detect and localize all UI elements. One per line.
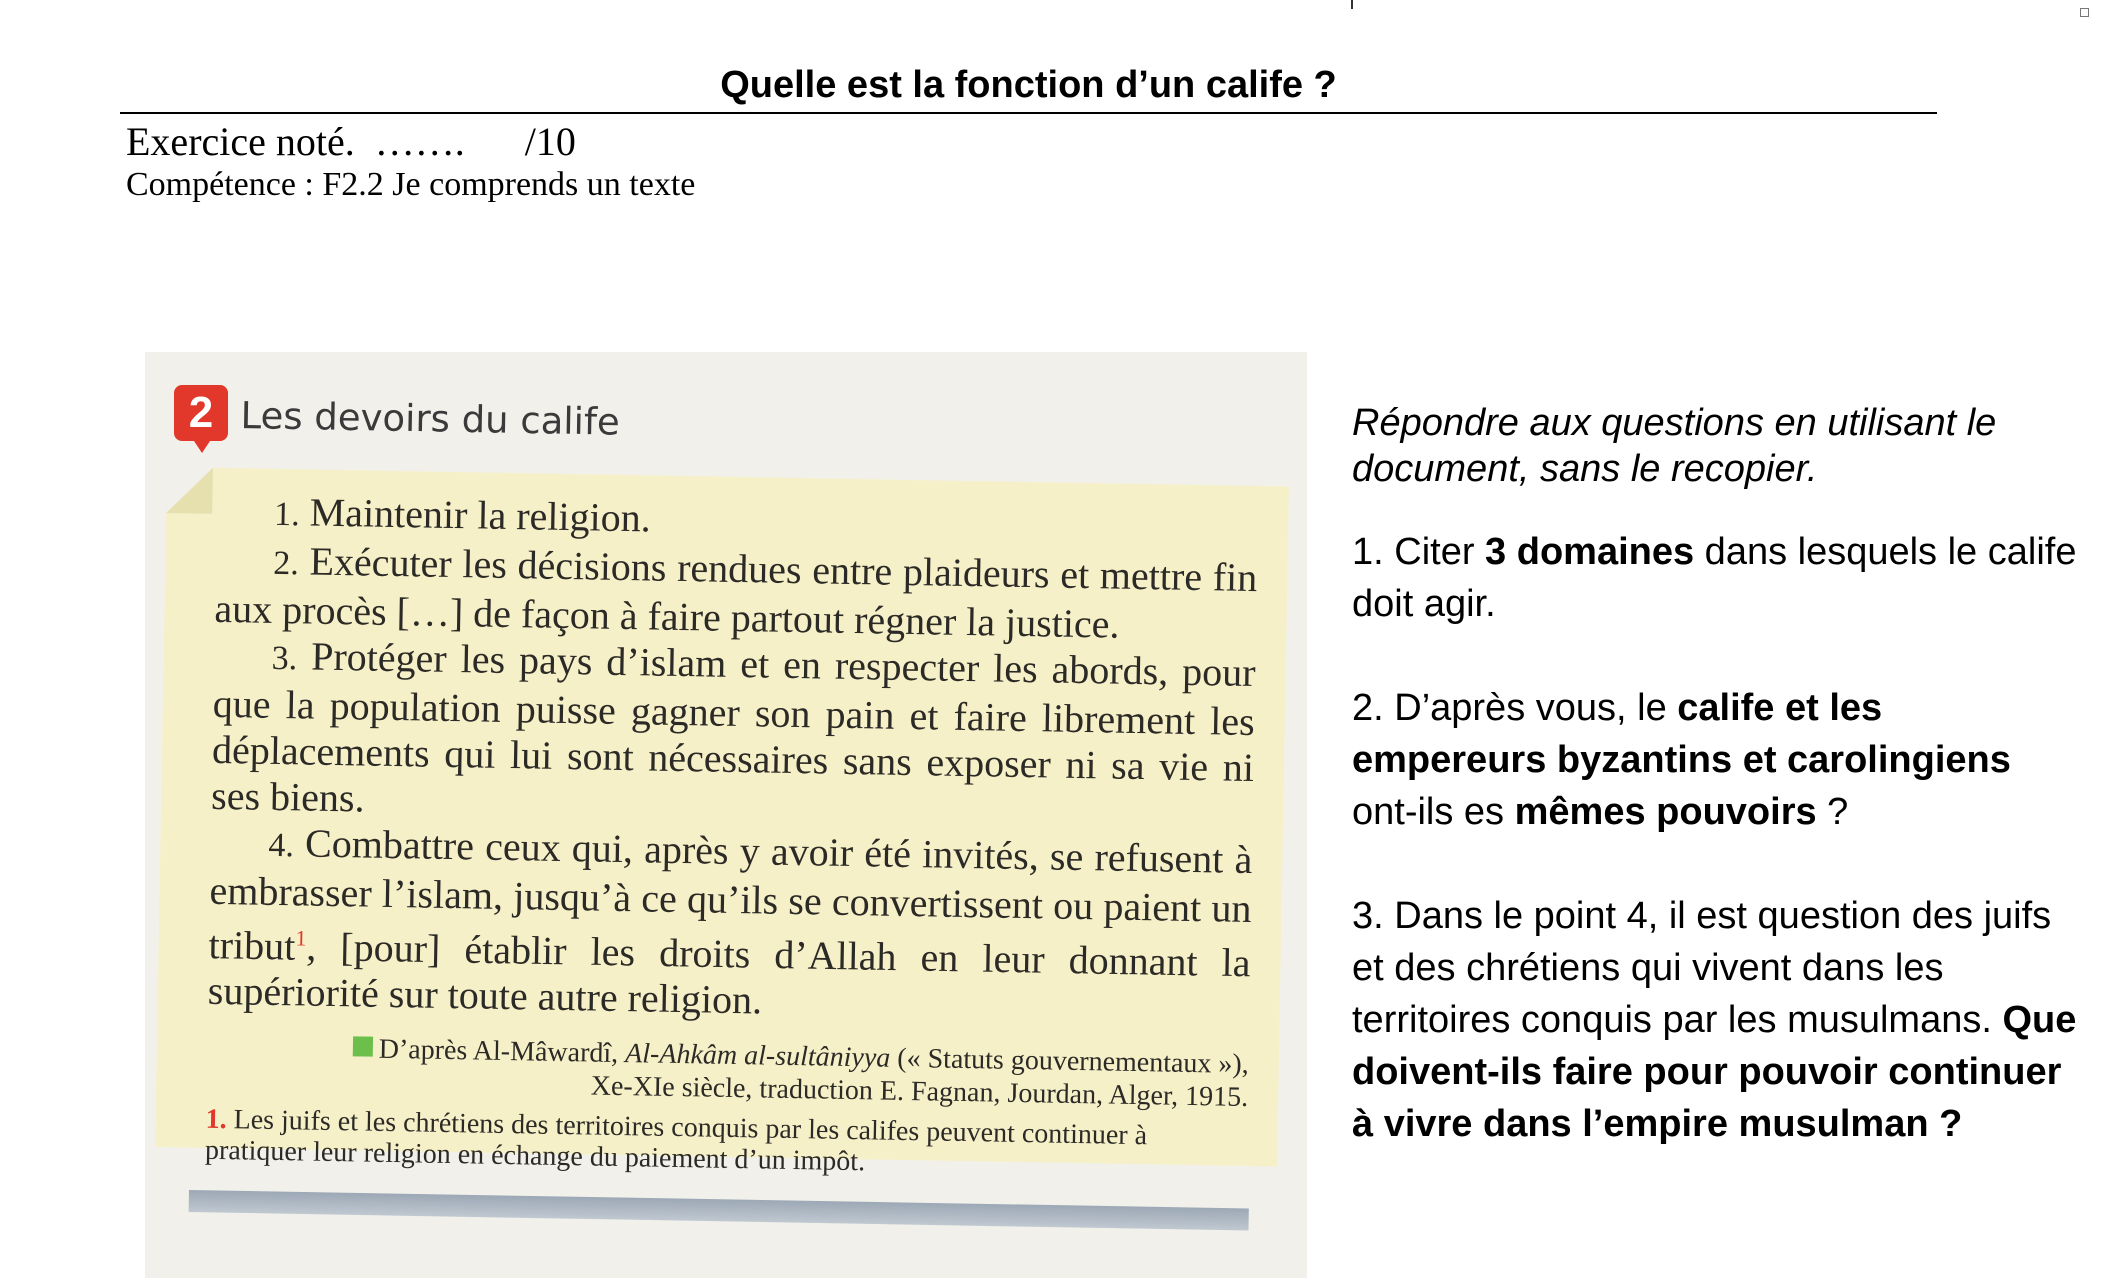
competence-line: Compétence : F2.2 Je comprends un texte <box>126 166 696 203</box>
corner-checkbox[interactable] <box>2080 8 2089 17</box>
duty-item-3: 3. Protéger les pays d’islam et en respecter les abords, pour que la population puisse gagner son pain et faire librement les déplacements qui lui sont nécessaires sans exposer ni sa vie ni ses biens. <box>210 633 1256 821</box>
questions-panel <box>1352 400 2082 1150</box>
document-text-card <box>155 467 1289 1178</box>
duty-item-2: 2. Exécuter les décisions rendues entre plaideurs et mettre fin aux procès […] de façon à faire partout régner la justice. <box>214 538 1258 647</box>
paper-fold-corner <box>166 467 213 514</box>
document-source: D’après Al-Mâwardî, Al-Ahkâm al-sultâniyya (« Statuts gouvernementaux »), Xe-XIe siècle, traduction E. Fagnan, Jourdan, Alger, 1915. <box>206 1030 1249 1114</box>
page-title: Quelle est la fonction d’un calife ? <box>720 64 1337 106</box>
page-shadow-strip <box>189 1190 1249 1230</box>
document-title: Les devoirs du calife <box>240 394 621 444</box>
exercise-grade-line: Exercice noté. ……. /10 <box>126 119 576 164</box>
source-date-line: Xe-XIe siècle, traduction E. Fagnan, Jourdan, Alger, 1915. <box>590 1070 1249 1114</box>
title-underline <box>120 112 1937 114</box>
document-scan <box>145 352 1307 1278</box>
top-tick-mark <box>1351 0 1353 9</box>
document-footnote: 1. Les juifs et les chrétiens des territoires conquis par les califes peuvent continuer à pratiquer leur religion en échange du paiement d’un impôt. <box>204 1104 1148 1178</box>
duty-item-1: 1. Maintenir la religion. <box>273 489 652 541</box>
footnote-ref: 1 <box>295 925 307 951</box>
question-3: 3. Dans le point 4, il est question des juifs et des chrétiens qui vivent dans les territoires conquis par les musulmans. Que doivent-ils faire pour pouvoir continuer à vivre dans l’empire musulman ? <box>1352 895 2077 1145</box>
source-marker-icon <box>353 1037 373 1057</box>
instructions: Répondre aux questions en utilisant le document, sans le recopier. <box>1352 402 1997 490</box>
duty-item-4: 4. Combattre ceux qui, après y avoir été invités, se refusent à embrasser l’islam, jusqu’à ce qu’ils se convertissent ou paient un tribut$^1$, [pour] établir les droits d’Allah en leur donnant la supériorité sur toute autre religion. <box>207 820 1253 1023</box>
document-number-badge: 2 <box>174 385 228 441</box>
question-1: 1. Citer 3 domaines dans lesquels le calife doit agir. <box>1352 531 2077 625</box>
question-2: 2. D’après vous, le calife et les empereurs byzantins et carolingiens ont-ils es mêmes pouvoirs ? <box>1352 687 2011 833</box>
